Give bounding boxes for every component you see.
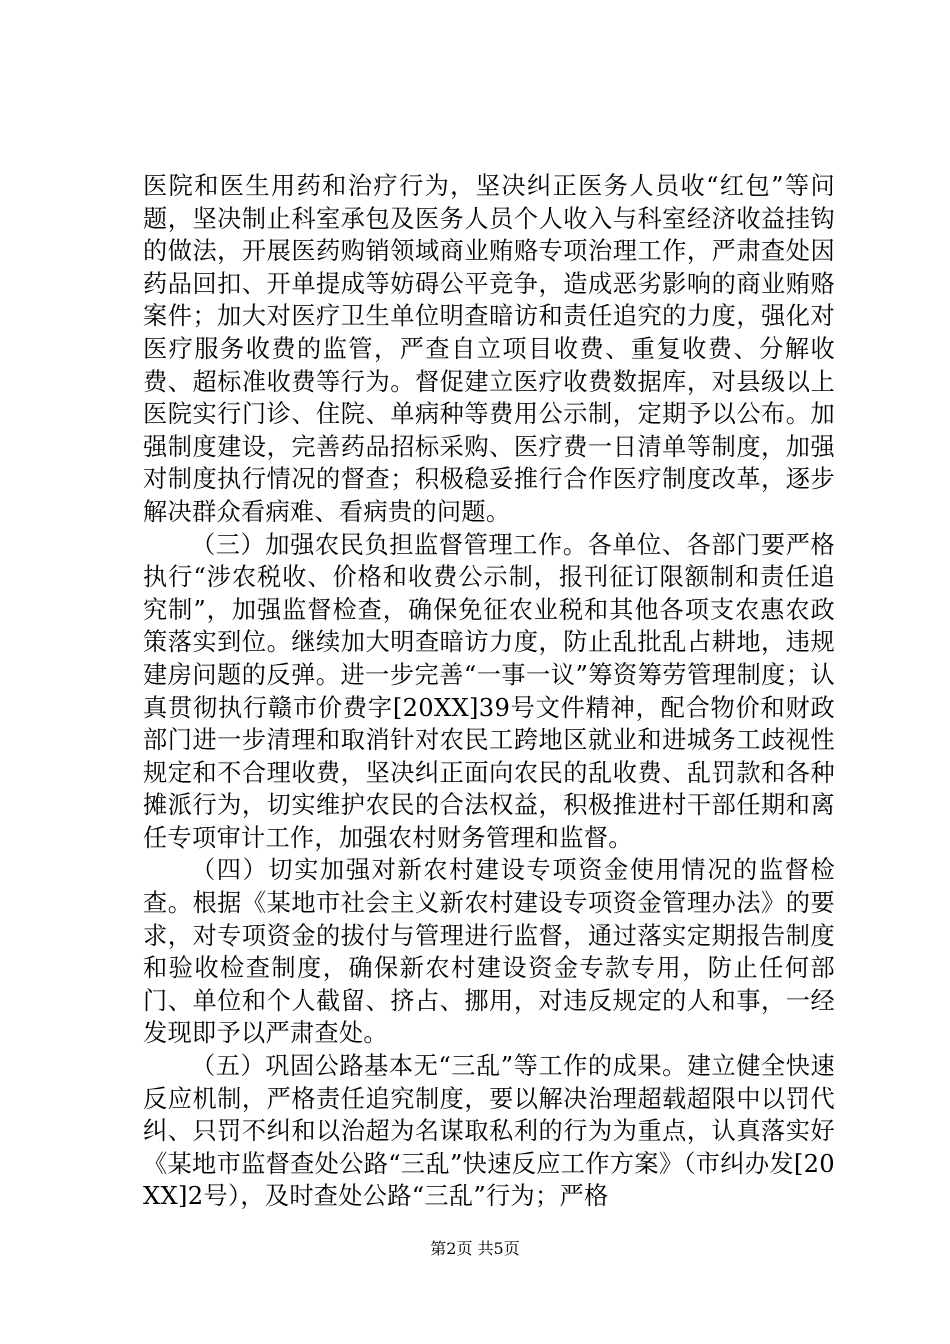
paragraph-section-3: （三）加强农民负担监督管理工作。各单位、各部门要严格执行“涉农税收、价格和收费公示制，报刊征订限额制和责任追究制”，加强监督检查，确保免征农业税和其他各项支农惠农政策落实到位。继续加大明查暗访力度，防止乱批乱占耕地，违规建房问题的反弹。进一步完善“一事一议”筹资筹劳管理制度；认真贯彻执行赣市价费字[20XX]39号文件精神，配合物价和财政部门进一步清理和取消针对农民工跨地区就业和进城务工歧视性规定和不合理收费，坚决纠正面向农民的乱收费、乱罚款和各种摊派行为，切实维护农民的合法权益，积极推进村干部任期和离任专项审计工作，加强农村财务管理和监督。 <box>143 530 835 852</box>
page-footer <box>0 1239 950 1259</box>
document-body <box>143 170 835 1213</box>
paragraph-continuation: 医院和医生用药和治疗行为，坚决纠正医务人员收“红包”等问题，坚决制止科室承包及医务人员个人收入与科室经济收益挂钩的做法，开展医药购销领域商业贿赂专项治理工作，严肃查处因药品回扣、开单提成等妨碍公平竞争，造成恶劣影响的商业贿赂案件；加大对医疗卫生单位明查暗访和责任追究的力度，强化对医疗服务收费的监管，严查自立项目收费、重复收费、分解收费、超标准收费等行为。督促建立医疗收费数据库，对县级以上医院实行门诊、住院、单病种等费用公示制，定期予以公布。加强制度建设，完善药品招标采购、医疗费一日清单等制度，加强对制度执行情况的督查；积极稳妥推行合作医疗制度改革，逐步解决群众看病难、看病贵的问题。 <box>143 172 835 526</box>
paragraph-section-4: （四）切实加强对新农村建设专项资金使用情况的监督检查。根据《某地市社会主义新农村建设专项资金管理办法》的要求，对专项资金的拔付与管理进行监督，通过落实定期报告制度和验收检查制度，确保新农村建设资金专款专用，防止任何部门、单位和个人截留、挤占、挪用，对违反规定的人和事，一经发现即予以严肃查处。 <box>143 856 835 1048</box>
paragraph-section-5: （五）巩固公路基本无“三乱”等工作的成果。建立健全快速反应机制，严格责任追究制度，要以解决治理超载超限中以罚代纠、只罚不纠和以治超为名谋取私利的行为为重点，认真落实好《某地市监督查处公路“三乱”快速反应工作方案》（市纠办发[20XX]2号），及时查处公路“三乱”行为；严格 <box>143 1052 835 1211</box>
page-number: 第2页 共5页 <box>430 1239 520 1258</box>
